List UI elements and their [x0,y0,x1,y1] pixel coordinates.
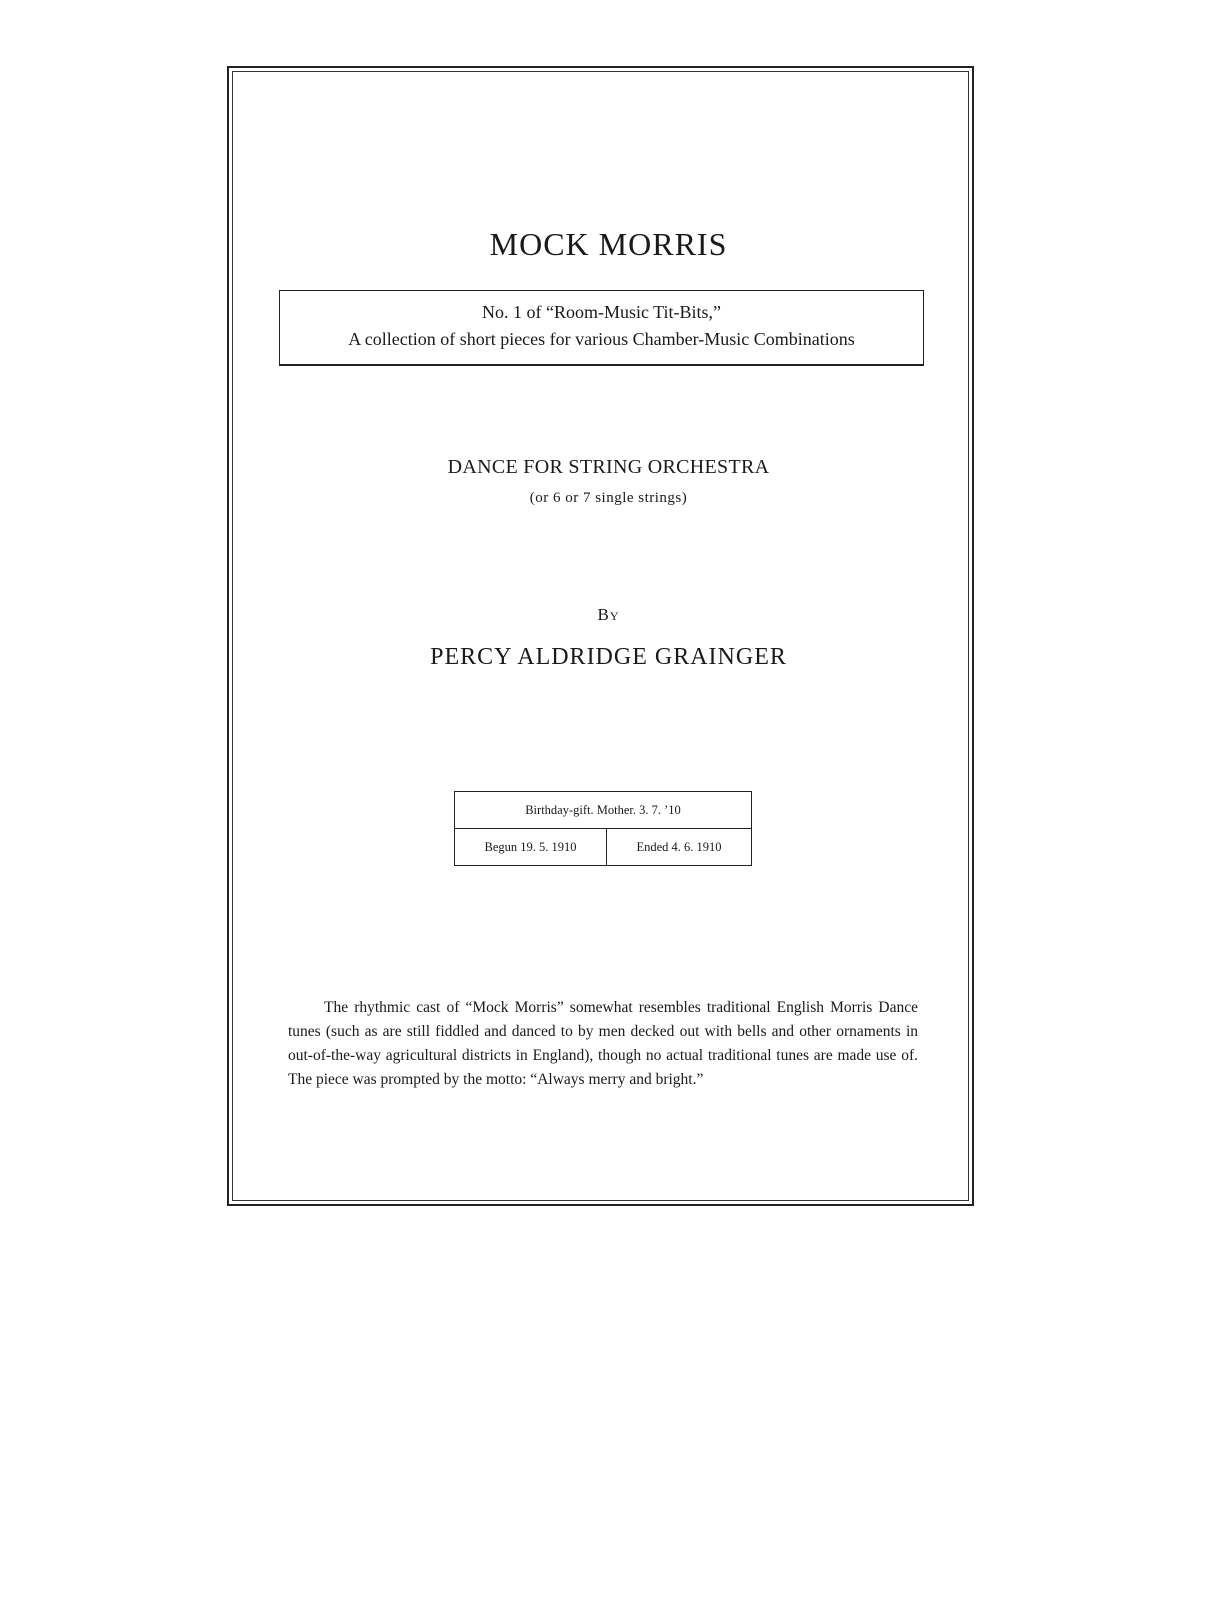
begun-date-cell: Begun 19. 5. 1910 [455,829,607,866]
composer-name: PERCY ALDRIDGE GRAINGER [430,644,787,670]
work-subtitle: DANCE FOR STRING ORCHESTRA [447,456,770,478]
series-description: A collection of short pieces for various Chamber-Music Combinations [348,329,855,349]
series-info-box [279,290,924,366]
dates-table [454,791,752,866]
dedication-cell: Birthday-gift. Mother. 3. 7. ’10 [455,792,751,829]
page-title: MOCK MORRIS [489,226,728,262]
ended-date-cell: Ended 4. 6. 1910 [636,840,722,854]
instrumentation-note: (or 6 or 7 single strings) [529,490,688,506]
program-note: The rhythmic cast of “Mock Morris” somewhat resembles traditional English Morris Dance tunes (such as are still fiddled and danced to by men decked out with bells and other ornaments in out-of-the-way agricultural districts in England), though no actual traditional tunes are made use of. The piece was prompted by the motto: “Always merry and bright.” [288,999,918,1088]
series-number: No. 1 of “Room-Music Tit-Bits,” [481,302,722,322]
by-label: By [597,605,620,624]
